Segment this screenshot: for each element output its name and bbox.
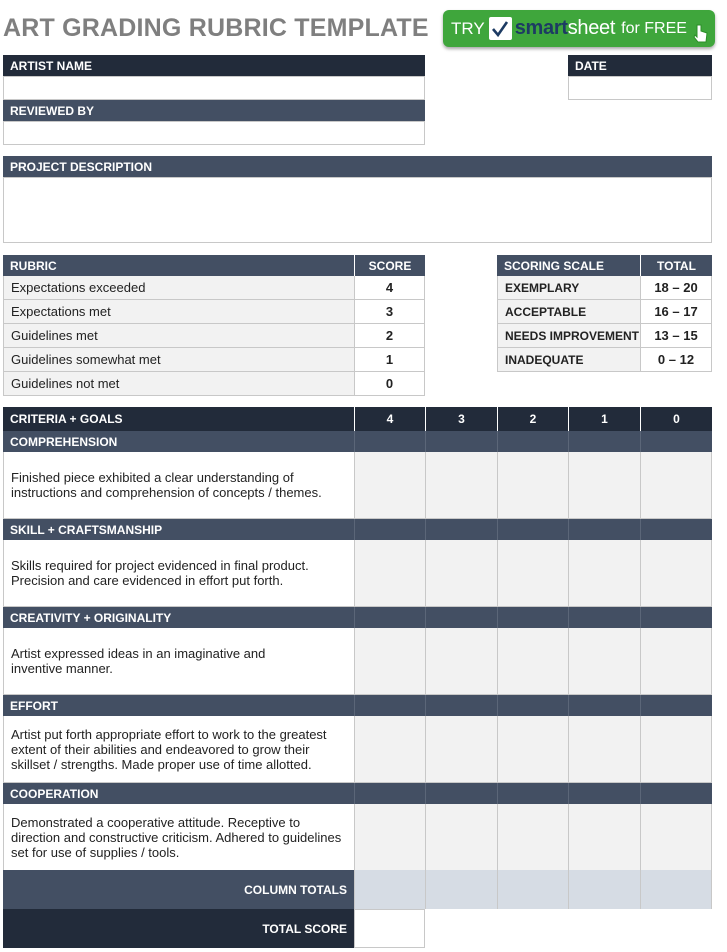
score-cell-1[interactable] <box>568 452 640 519</box>
criterion-header-cell <box>497 431 568 452</box>
date-header: DATE <box>568 55 712 76</box>
smartsheet-check-icon <box>489 17 512 40</box>
scale-total-header: TOTAL <box>640 255 712 276</box>
criterion-header-cell <box>497 695 568 716</box>
score-cell-4[interactable] <box>354 540 425 607</box>
criterion-header-cell <box>497 519 568 540</box>
score-cell-2[interactable] <box>497 716 568 783</box>
scale-row-range: 13 – 15 <box>640 324 712 348</box>
scale-row-label: INADEQUATE <box>497 348 640 372</box>
criterion-header-cell <box>354 431 425 452</box>
criterion-name: CREATIVITY + ORIGINALITY <box>3 607 354 628</box>
criterion-header-cell <box>568 519 640 540</box>
criterion-name: COMPREHENSION <box>3 431 354 452</box>
scale-row-range: 18 – 20 <box>640 276 712 300</box>
score-cell-3[interactable] <box>425 716 497 783</box>
score-cell-4[interactable] <box>354 452 425 519</box>
rubric-row-score: 1 <box>354 348 425 372</box>
criteria-goals-header: CRITERIA + GOALS <box>3 407 354 431</box>
score-cell-0[interactable] <box>640 540 712 607</box>
score-cell-1[interactable] <box>568 628 640 695</box>
rubric-row-score: 3 <box>354 300 425 324</box>
criterion-header-cell <box>425 431 497 452</box>
criterion-header-cell <box>497 783 568 804</box>
criterion-description: Skills required for project evidenced in final product. Precision and care evidenced in effort put forth. <box>3 540 354 607</box>
criteria-col-4: 4 <box>354 407 425 431</box>
criterion-header-cell <box>640 431 712 452</box>
rubric-header: RUBRIC <box>3 255 354 276</box>
score-cell-3[interactable] <box>425 452 497 519</box>
criterion-header-cell <box>354 607 425 628</box>
rubric-row-label: Guidelines not met <box>3 372 354 396</box>
criterion-header-cell <box>425 783 497 804</box>
try-label: TRY <box>451 18 485 38</box>
criterion-header-cell <box>640 607 712 628</box>
rubric-row-label: Guidelines somewhat met <box>3 348 354 372</box>
score-cell-0[interactable] <box>640 452 712 519</box>
score-cell-2[interactable] <box>497 804 568 871</box>
rubric-row-label: Guidelines met <box>3 324 354 348</box>
score-cell-1[interactable] <box>568 716 640 783</box>
criterion-header-cell <box>568 607 640 628</box>
column-total-4[interactable] <box>354 870 425 909</box>
column-total-1[interactable] <box>568 870 640 909</box>
reviewed-by-header: REVIEWED BY <box>3 100 425 121</box>
score-cell-1[interactable] <box>568 540 640 607</box>
column-total-0[interactable] <box>640 870 712 909</box>
column-totals-label: COLUMN TOTALS <box>3 870 354 909</box>
score-cell-2[interactable] <box>497 540 568 607</box>
criterion-header-cell <box>354 519 425 540</box>
criterion-description: Artist expressed ideas in an imaginative and inventive manner. <box>3 628 354 695</box>
criterion-name: EFFORT <box>3 695 354 716</box>
criterion-header-cell <box>425 519 497 540</box>
criterion-header-cell <box>640 783 712 804</box>
rubric-row-score: 2 <box>354 324 425 348</box>
criterion-name: SKILL + CRAFTSMANSHIP <box>3 519 354 540</box>
criteria-col-1: 1 <box>568 407 640 431</box>
score-cell-4[interactable] <box>354 804 425 871</box>
criterion-name: COOPERATION <box>3 783 354 804</box>
pointer-cursor-icon <box>693 23 709 48</box>
criterion-header-cell <box>640 695 712 716</box>
rubric-row-label: Expectations exceeded <box>3 276 354 300</box>
criterion-header-cell <box>354 783 425 804</box>
criterion-header-cell <box>568 783 640 804</box>
date-field[interactable] <box>568 76 712 100</box>
score-cell-0[interactable] <box>640 804 712 871</box>
brand-sheet: sheet <box>567 17 616 39</box>
criterion-header-cell <box>568 431 640 452</box>
artist-name-header: ARTIST NAME <box>3 55 425 76</box>
rubric-score-header: SCORE <box>354 255 425 276</box>
criteria-col-3: 3 <box>425 407 497 431</box>
criterion-header-cell <box>497 607 568 628</box>
criterion-header-cell <box>354 695 425 716</box>
rubric-row-score: 4 <box>354 276 425 300</box>
scale-row-label: NEEDS IMPROVEMENT <box>497 324 640 348</box>
criterion-header-cell <box>425 695 497 716</box>
column-total-3[interactable] <box>425 870 497 909</box>
scoring-scale-header: SCORING SCALE <box>497 255 640 276</box>
score-cell-3[interactable] <box>425 804 497 871</box>
criterion-header-cell <box>568 695 640 716</box>
criterion-header-cell <box>425 607 497 628</box>
column-total-2[interactable] <box>497 870 568 909</box>
score-cell-0[interactable] <box>640 628 712 695</box>
try-smartsheet-button[interactable] <box>443 10 715 47</box>
criterion-header-cell <box>640 519 712 540</box>
rubric-row-score: 0 <box>354 372 425 396</box>
total-score-field[interactable] <box>354 909 425 948</box>
for-free-label: for FREE <box>621 19 687 37</box>
scale-row-range: 0 – 12 <box>640 348 712 372</box>
project-description-header: PROJECT DESCRIPTION <box>3 156 712 177</box>
criterion-description: Finished piece exhibited a clear understanding of instructions and comprehension of concepts / themes. <box>3 452 354 519</box>
score-cell-3[interactable] <box>425 628 497 695</box>
criteria-col-2: 2 <box>497 407 568 431</box>
score-cell-0[interactable] <box>640 716 712 783</box>
criterion-description: Demonstrated a cooperative attitude. Receptive to direction and constructive criticism. Adhered to guidelines set for use of supplies / tools. <box>3 804 354 871</box>
project-description-field[interactable] <box>3 177 712 243</box>
reviewed-by-field[interactable] <box>3 121 425 145</box>
page-title: ART GRADING RUBRIC TEMPLATE <box>3 14 429 42</box>
score-cell-2[interactable] <box>497 628 568 695</box>
brand-smart: smart <box>514 17 568 39</box>
scale-row-label: ACCEPTABLE <box>497 300 640 324</box>
criteria-col-0: 0 <box>640 407 712 431</box>
criterion-description: Artist put forth appropriate effort to work to the greatest extent of their abilities and endeavored to grow their skillset / strengths. Made proper use of time allotted. <box>3 716 354 783</box>
score-cell-2[interactable] <box>497 452 568 519</box>
scale-row-label: EXEMPLARY <box>497 276 640 300</box>
rubric-row-label: Expectations met <box>3 300 354 324</box>
artist-name-field[interactable] <box>3 76 425 100</box>
score-cell-3[interactable] <box>425 540 497 607</box>
smartsheet-logo <box>515 17 615 40</box>
total-score-label: TOTAL SCORE <box>3 909 354 948</box>
score-cell-4[interactable] <box>354 716 425 783</box>
score-cell-4[interactable] <box>354 628 425 695</box>
scale-row-range: 16 – 17 <box>640 300 712 324</box>
score-cell-1[interactable] <box>568 804 640 871</box>
